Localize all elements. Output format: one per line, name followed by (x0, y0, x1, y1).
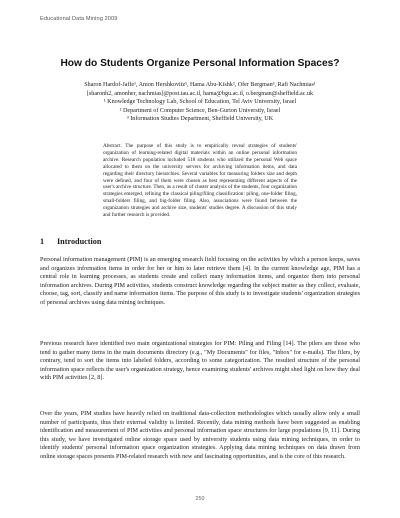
paragraph-3: Over the years, PIM studies have heavily relied on traditional data-collection methodologies which usually allow only a small number of participants, thus their external validity is limited. Recently, data mining methods have been suggested as enabling identification and measurement of PIM activities and personal information space structures for large populations [9, 11]. During this study, we have investigated online storage space used by university students using data mining techniques, in order to identify students' personal information space organization strategies. Applying data mining techniques on data drawn from online storage spaces presents PIM-related research with new and fascinating opportunities, and is the core of this research. (40, 410, 360, 460)
paragraph-2: Previous research have identified two main organizational strategies for PIM: Piling and Filing [14]. The pilers are those who tend to gather many items in the main documents directory (e.g., "My Documents" for files, "Inbox" for e-mails). The filers, by contrary, tend to sort the items into labeled folders, according to some categorization. The resulted structure of the personal information space reflects the user's organization strategy, hence examining students' archives might shed light on how they deal with PIM activities [2, 8]. (40, 340, 360, 382)
section-heading (40, 237, 101, 246)
paragraph-1: Personal information management (PIM) is an emerging research field focusing on the activities by which a person keeps, saves and organizes information items in order for her or him to later retrieve them [4]. In the current knowledge age, PIM has a central role in learning processes, as students create and collect many information items, and organize them into personal information archives. During PIM activities, students construct knowledge regarding the subject matter as they collect, evaluate, choose, tag, sort, classify and name information items. The purpose of this study is to investigate students' organization strategies of personal archives using data mining techniques. (40, 256, 360, 306)
section-number: 1 (40, 237, 45, 246)
section-title: Introduction (57, 237, 102, 246)
author-emails: [sharonh2, amonher, nachmias]@post.tau.ac.il, hama@bgu.ac.il, o.bergman@sheffield.ac.uk (86, 90, 314, 97)
author-names: Sharon Hardof-Jaffe¹, Amon Hershkovitz¹, Hama Abu-Kishk², Ofer Bergman³, Rafi Nachmias¹ (84, 82, 316, 88)
page-number: 250 (195, 496, 205, 502)
affiliation-3: ³ Information Studies Department, Sheffield University, UK (126, 116, 274, 123)
affiliation-2: ² Department of Computer Science, Ben-Gurion University, Israel (119, 107, 281, 114)
author-block (40, 81, 360, 124)
abstract: Abstract. The purpose of this study is to empirically reveal strategies of students' organization of learning-related digital materials within an online personal information archive. Research population included 518 students who utilized the personal Web space allocated to them on the university servers for archiving information items, and data regarding their directory hierarchies. Several variables for measuring folders size and depth were defined, and four of them were chosen as best representing different aspects of the user's archive structure. Then, as a result of cluster analysis of the students, four organization strategies emerged, refining the classical piling/filing classification: piling, one-folder filing, small-folders filing, and big-folder filing. Also, associations were found between the organization strategies and archive size, students' studies degree. A discussion of this study and further research is provided. (103, 143, 297, 219)
paper-title: How do Students Organize Personal Information Spaces? (60, 58, 340, 69)
affiliation-1: ¹ Knowledge Technology Lab, School of Education, Tel Aviv University, Israel (103, 99, 297, 106)
running-header: Educational Data Mining 2009 (40, 16, 118, 22)
